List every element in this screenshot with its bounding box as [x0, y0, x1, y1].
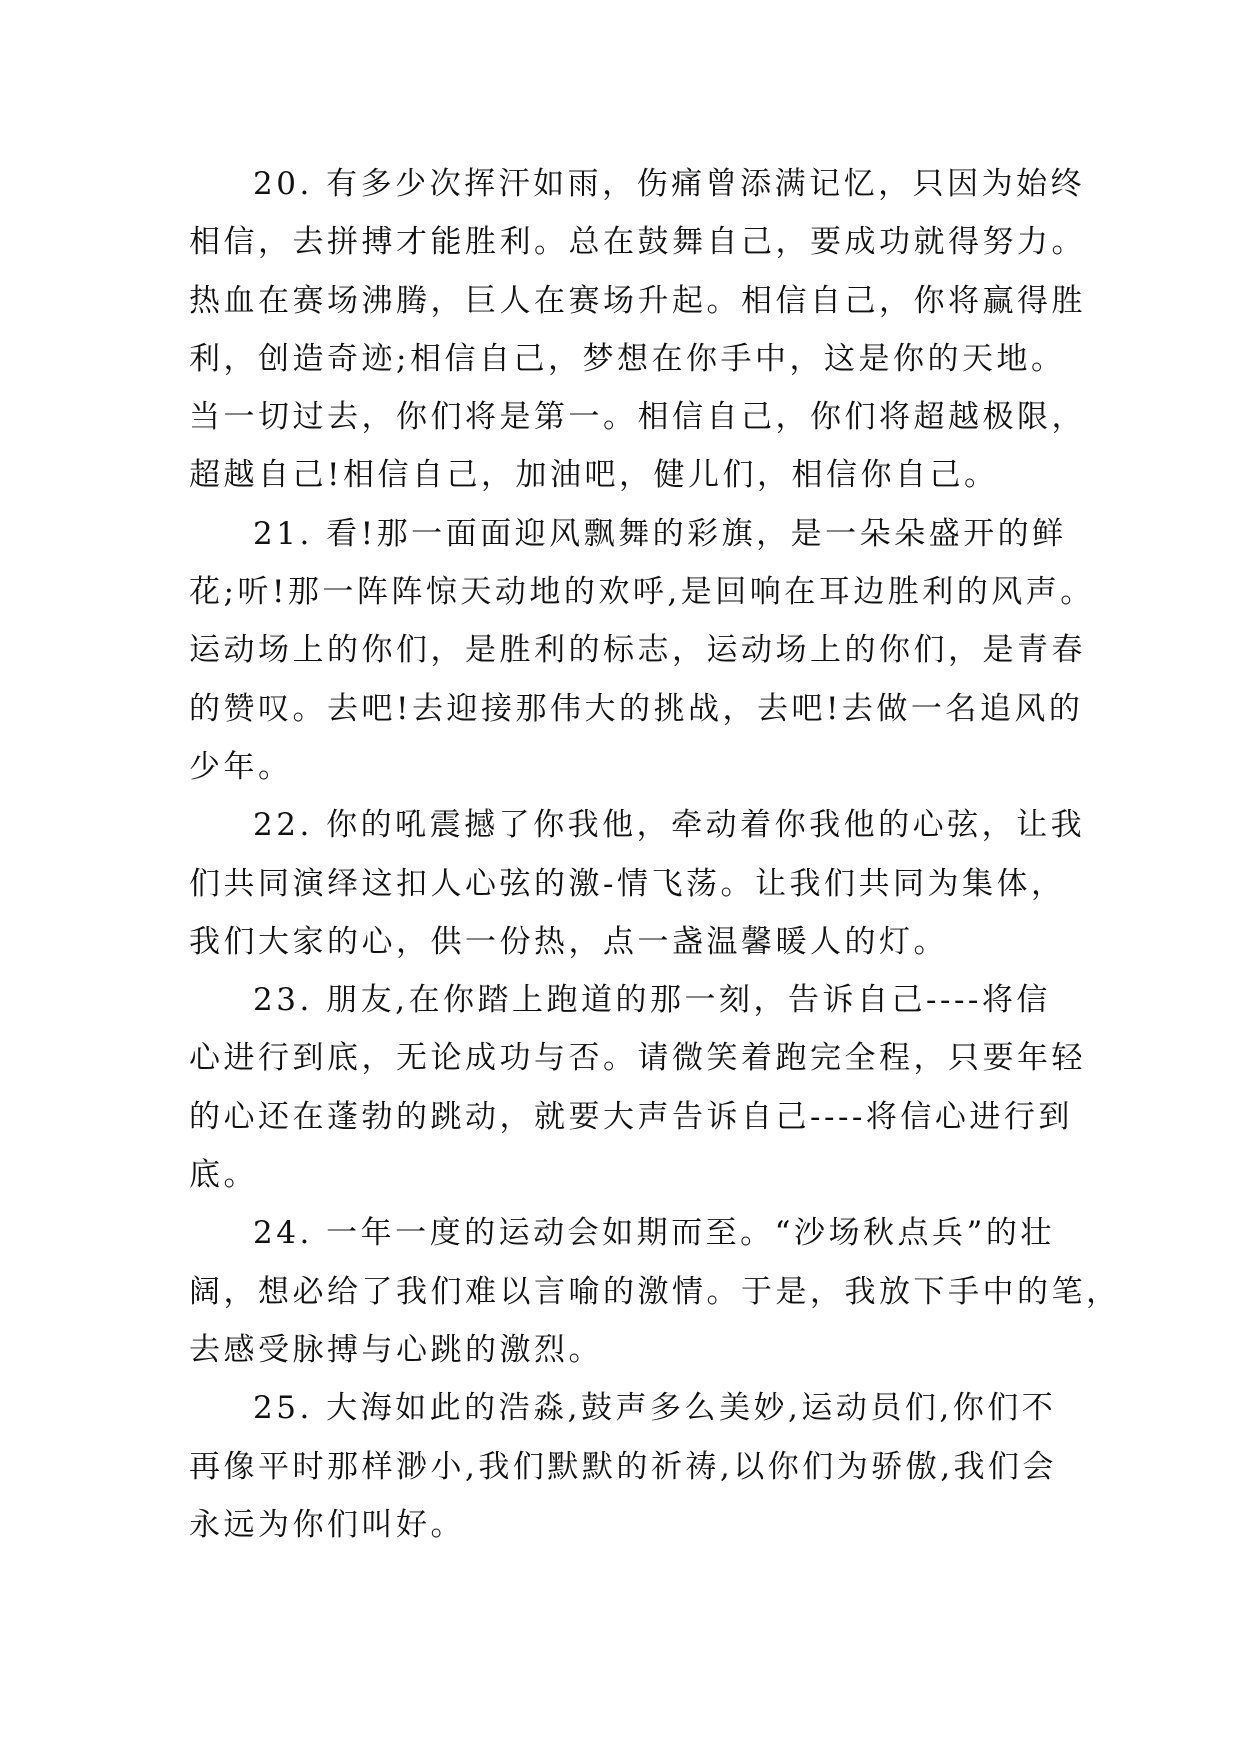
text-line: 超越自己!相信自己，加油吧，健儿们，相信你自己。: [189, 457, 999, 494]
text-line: 21. 看!那一面面迎风飘舞的彩旗，是一朵朵盛开的鲜: [253, 515, 1067, 552]
text-line: 25. 大海如此的浩淼,鼓声多么美妙,运动员们,你们不: [253, 1390, 1057, 1427]
text-line: 去感受脉搏与心跳的激烈。: [189, 1331, 603, 1368]
paragraph-25: [189, 1379, 1069, 1554]
text-line: 23. 朋友,在你踏上跑道的那一刻，告诉自己----将信: [253, 982, 1051, 1019]
text-line: 我们大家的心，供一份热，点一盏温馨暖人的灯。: [189, 923, 948, 960]
text-line: 心进行到底，无论成功与否。请微笑着跑完全程，只要年轻: [189, 1040, 1086, 1077]
text-line: 利，创造奇迹;相信自己，梦想在你手中，这是你的天地。: [189, 340, 1066, 377]
text-line: 阔，想必给了我们难以言喻的激情。于是，我放下手中的笔，: [189, 1273, 1121, 1310]
paragraph-23: [189, 971, 1086, 1204]
text-line: 少年。: [189, 748, 293, 785]
text-line: 相信，去拼搏才能胜利。总在鼓舞自己，要成功就得努力。: [189, 224, 1086, 261]
text-line: 热血在赛场沸腾，巨人在赛场升起。相信自己，你将赢得胜: [189, 282, 1086, 319]
text-line: 底。: [189, 1157, 258, 1194]
text-line: 当一切过去，你们将是第一。相信自己，你们将超越极限，: [189, 399, 1086, 436]
text-line: 24. 一年一度的运动会如期而至。“沙场秋点兵”的壮: [253, 1215, 1055, 1252]
text-line: 的赞叹。去吧!去迎接那伟大的挑战，去吧!去做一名追风的: [189, 690, 1084, 727]
text-line: 花;听!那一阵阵惊天动地的欢呼,是回响在耳边胜利的风声。: [189, 574, 1095, 611]
text-line: 22. 你的吼震撼了你我他，牵动着你我他的心弦，让我: [253, 807, 1086, 844]
document-body: [189, 155, 1121, 1554]
paragraph-21: [189, 505, 1095, 796]
text-line: 永远为你们叫好。: [189, 1506, 465, 1543]
text-line: 们共同演绎这扣人心弦的激-情飞荡。让我们共同为集体，: [189, 865, 1066, 902]
text-line: 的心还在蓬勃的跳动，就要大声告诉自己----将信心进行到: [189, 1098, 1073, 1135]
paragraph-22: [189, 796, 1086, 971]
text-line: 运动场上的你们，是胜利的标志，运动场上的你们，是青春: [189, 632, 1086, 669]
text-line: 20. 有多少次挥汗如雨，伤痛曾添满记忆，只因为始终: [253, 166, 1086, 202]
text-line: 再像平时那样渺小,我们默默的祈祷,以你们为骄傲,我们会: [189, 1448, 1058, 1485]
paragraph-20: [189, 155, 1086, 505]
paragraph-24: [189, 1204, 1121, 1379]
